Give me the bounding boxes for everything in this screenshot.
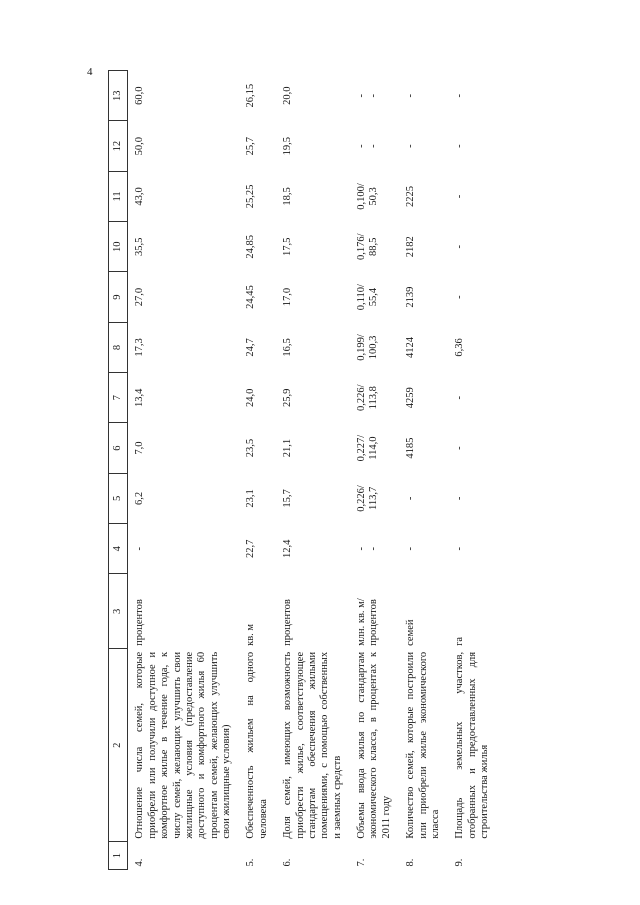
- column-header-3: 3: [109, 574, 128, 649]
- column-header-1: 1: [109, 842, 128, 870]
- indicator-description: Количество семей, которые построили или приобрели жилье экономического класса: [405, 651, 441, 839]
- value-cell: -: [454, 446, 466, 450]
- value-cell: 4259: [405, 387, 417, 409]
- rotated-table-container: [108, 70, 556, 870]
- unit-of-measure: процентов: [282, 599, 294, 646]
- column-header-12: 12: [109, 121, 128, 171]
- column-number-header: [109, 71, 128, 870]
- value-cell: -: [454, 496, 466, 501]
- value-cell: 0,176/ 88,5: [356, 233, 380, 261]
- value-cell: -: [454, 547, 466, 551]
- value-cell: 0,199/ 100,3: [356, 334, 380, 361]
- unit-of-measure: млн. кв. м/ процентов: [356, 598, 380, 646]
- value-cell: 50,0: [134, 136, 146, 156]
- column-header-5: 5: [109, 473, 128, 523]
- column-header-10: 10: [109, 222, 128, 272]
- unit-of-measure: га: [454, 636, 466, 646]
- value-cell: -: [454, 295, 466, 299]
- value-cell: -: [405, 93, 417, 98]
- value-cell: 20,0: [282, 86, 294, 105]
- column-header-4: 4: [109, 524, 128, 574]
- value-cell: -: [454, 194, 466, 199]
- value-cell: 6,36: [454, 338, 466, 357]
- unit-of-measure: кв. м: [245, 623, 257, 646]
- value-cell: 0,100/ 50,3: [356, 183, 380, 210]
- value-cell: 16,5: [282, 338, 294, 357]
- value-cell: 2139: [405, 286, 417, 308]
- indicator-description: Площадь земельных участков, отобранных и предоставленных для строительства жилья: [454, 651, 490, 839]
- value-cell: 24,7: [245, 338, 257, 357]
- value-cell: 4124: [405, 336, 417, 358]
- value-cell: 0,226/ 113,8: [356, 384, 380, 412]
- value-cell: - -: [356, 93, 380, 98]
- value-cell: 43,0: [134, 187, 146, 206]
- value-cell: 27,0: [134, 287, 146, 307]
- column-header-11: 11: [109, 171, 128, 221]
- column-header-7: 7: [109, 373, 128, 423]
- value-cell: -: [454, 144, 466, 148]
- indicator-description: Отношение числа семей, которые приобрели или получили доступное и комфортное жилье в течение года, к числу семей, желающих улучшить свои жилищные условия (предоставление доступного и комфортного жилья 60 процентам семей, желающих улучшить свои жилищные условия): [134, 651, 232, 839]
- value-cell: 35,5: [134, 237, 146, 256]
- value-cell: 25,7: [245, 136, 257, 156]
- table-body: [128, 71, 498, 870]
- value-cell: - -: [356, 144, 380, 148]
- unit-of-measure: процентов: [134, 599, 146, 646]
- table-row: [448, 71, 497, 870]
- row-index: 5.: [245, 858, 257, 867]
- indicators-table: [108, 70, 497, 870]
- value-cell: 22,7: [245, 539, 257, 558]
- value-cell: -: [454, 396, 466, 400]
- value-cell: 2182: [405, 236, 417, 258]
- value-cell: 4185: [405, 437, 417, 459]
- value-cell: 24,85: [245, 234, 257, 259]
- value-cell: -: [405, 496, 417, 501]
- value-cell: 7,0: [134, 441, 146, 455]
- column-header-6: 6: [109, 423, 128, 473]
- value-cell: 0,110/ 55,4: [356, 284, 380, 311]
- value-cell: 0,226/ 113,7: [356, 485, 380, 512]
- value-cell: 12,4: [282, 539, 294, 558]
- value-cell: 13,4: [134, 388, 146, 407]
- value-cell: 0,227/ 114,0: [356, 434, 380, 462]
- value-cell: 17,5: [282, 237, 294, 256]
- value-cell: 6,2: [134, 491, 146, 505]
- row-index: 9.: [454, 858, 466, 867]
- value-cell: 2225: [405, 185, 417, 207]
- row-index: 7.: [356, 858, 367, 867]
- table-row: [128, 71, 240, 870]
- value-cell: 60,0: [134, 86, 146, 105]
- value-cell: 26,15: [245, 83, 257, 108]
- table-row: [350, 71, 399, 870]
- page-number: 4: [87, 66, 93, 78]
- column-header-13: 13: [109, 71, 128, 121]
- column-header-9: 9: [109, 272, 128, 322]
- value-cell: 24,45: [245, 285, 257, 309]
- indicator-description: Обеспеченность жильем на одного человека: [245, 651, 269, 839]
- column-header-8: 8: [109, 322, 128, 372]
- unit-of-measure: семей: [405, 619, 417, 646]
- value-cell: -: [454, 93, 466, 98]
- value-cell: -: [405, 144, 417, 148]
- value-cell: -: [454, 245, 466, 249]
- table-row: [399, 71, 448, 870]
- row-index: 4.: [134, 858, 146, 867]
- value-cell: 17,3: [134, 338, 146, 357]
- value-cell: 23,1: [245, 489, 257, 508]
- column-header-2: 2: [109, 649, 128, 842]
- value-cell: -: [134, 547, 146, 551]
- value-cell: 18,5: [282, 187, 294, 206]
- table-row: [239, 71, 276, 870]
- row-index: 8.: [405, 858, 417, 867]
- indicator-description: Доля семей, имеющих возможность приобрести жилье, соответствующее стандартам обеспечения жилыми помещениями, с помощью собственных и заемных средств: [282, 651, 343, 839]
- value-cell: 19,5: [282, 136, 294, 156]
- value-cell: 17,0: [282, 287, 294, 307]
- table-row: [276, 71, 350, 870]
- value-cell: 24,0: [245, 388, 257, 407]
- value-cell: 23,5: [245, 438, 257, 458]
- value-cell: 25,9: [282, 388, 294, 407]
- value-cell: 21,1: [282, 438, 294, 458]
- value-cell: - -: [356, 547, 380, 551]
- value-cell: 25,25: [245, 184, 257, 209]
- value-cell: 15,7: [282, 489, 294, 508]
- indicator-description: Объемы ввода жилья по стандартам экономического класса, в процентах к 2011 году: [356, 651, 392, 839]
- value-cell: -: [405, 547, 417, 551]
- row-index: 6.: [282, 858, 294, 867]
